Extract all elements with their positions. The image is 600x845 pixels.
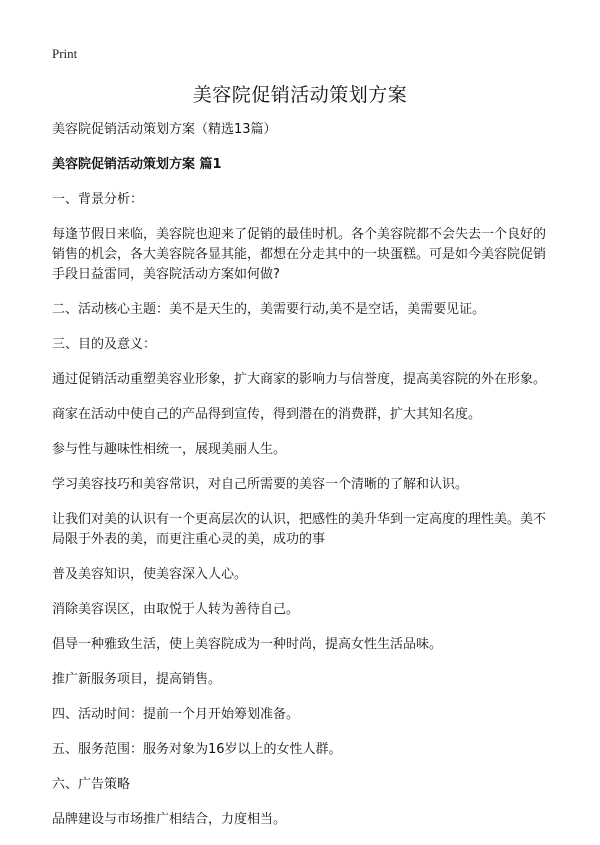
paragraph-service-scope: 五、服务范围：服务对象为16岁以上的女性人群。 bbox=[52, 742, 342, 757]
paragraph-purpose-services: 推广新服务项目，提高销售。 bbox=[52, 672, 222, 687]
paragraph-background-text: 每逢节假日来临，美容院也迎来了促销的最佳时机。各个美容院都不会失去一个良好的销售的机会，各大美容院各显其能，都想在分走其中的一块蛋糕。可是如今美容院促销手段日益雷同，美容院活动方案如何做? bbox=[52, 227, 547, 282]
paragraph-purpose-awareness: 让我们对美的认识有一个更高层次的认识，把感性的美升华到一定高度的理性美。美不局限于外表的美，而更注重心灵的美，成功的事 bbox=[52, 512, 547, 547]
article-body bbox=[52, 120, 552, 845]
paragraph-purpose-promotion: 商家在活动中使自己的产品得到宣传，得到潜在的消费群，扩大其知名度。 bbox=[52, 407, 482, 422]
paragraph-purpose-learning: 学习美容技巧和美容常识，对自己所需要的美容一个清晰的了解和认识。 bbox=[52, 477, 469, 492]
paragraph-ad-strategy-text: 品牌建设与市场推广相结合，力度相当。 bbox=[52, 812, 287, 827]
paragraph-activity-time: 四、活动时间：提前一个月开始筹划准备。 bbox=[52, 707, 300, 722]
page-title: 美容院促销活动策划方案 bbox=[192, 84, 408, 106]
article-subtitle: 美容院促销活动策划方案（精选13篇） bbox=[52, 122, 277, 137]
paragraph-purpose-misconceptions: 消除美容误区，由取悦于人转为善待自己。 bbox=[52, 602, 300, 617]
paragraph-background-heading: 一、背景分析： bbox=[52, 192, 144, 207]
print-label: Print bbox=[52, 46, 78, 61]
paragraph-purpose-knowledge: 普及美容知识，使美容深入人心。 bbox=[52, 567, 248, 582]
paragraph-purpose-lifestyle: 倡导一种雅致生活，使上美容院成为一种时尚，提高女性生活品味。 bbox=[52, 637, 443, 652]
paragraph-core-theme: 二、活动核心主题：美不是天生的，美需要行动,美不是空话，美需要见证。 bbox=[52, 302, 486, 317]
section-heading: 美容院促销活动策划方案 篇1 bbox=[52, 157, 222, 172]
paragraph-ad-strategy-heading: 六、广告策略 bbox=[52, 777, 131, 792]
paragraph-purpose-heading: 三、目的及意义： bbox=[52, 337, 157, 352]
paragraph-purpose-participation: 参与性与趣味性相统一，展现美丽人生。 bbox=[52, 442, 287, 457]
paragraph-purpose-image: 通过促销活动重塑美容业形象，扩大商家的影响力与信誉度，提高美容院的外在形象。 bbox=[52, 372, 547, 387]
